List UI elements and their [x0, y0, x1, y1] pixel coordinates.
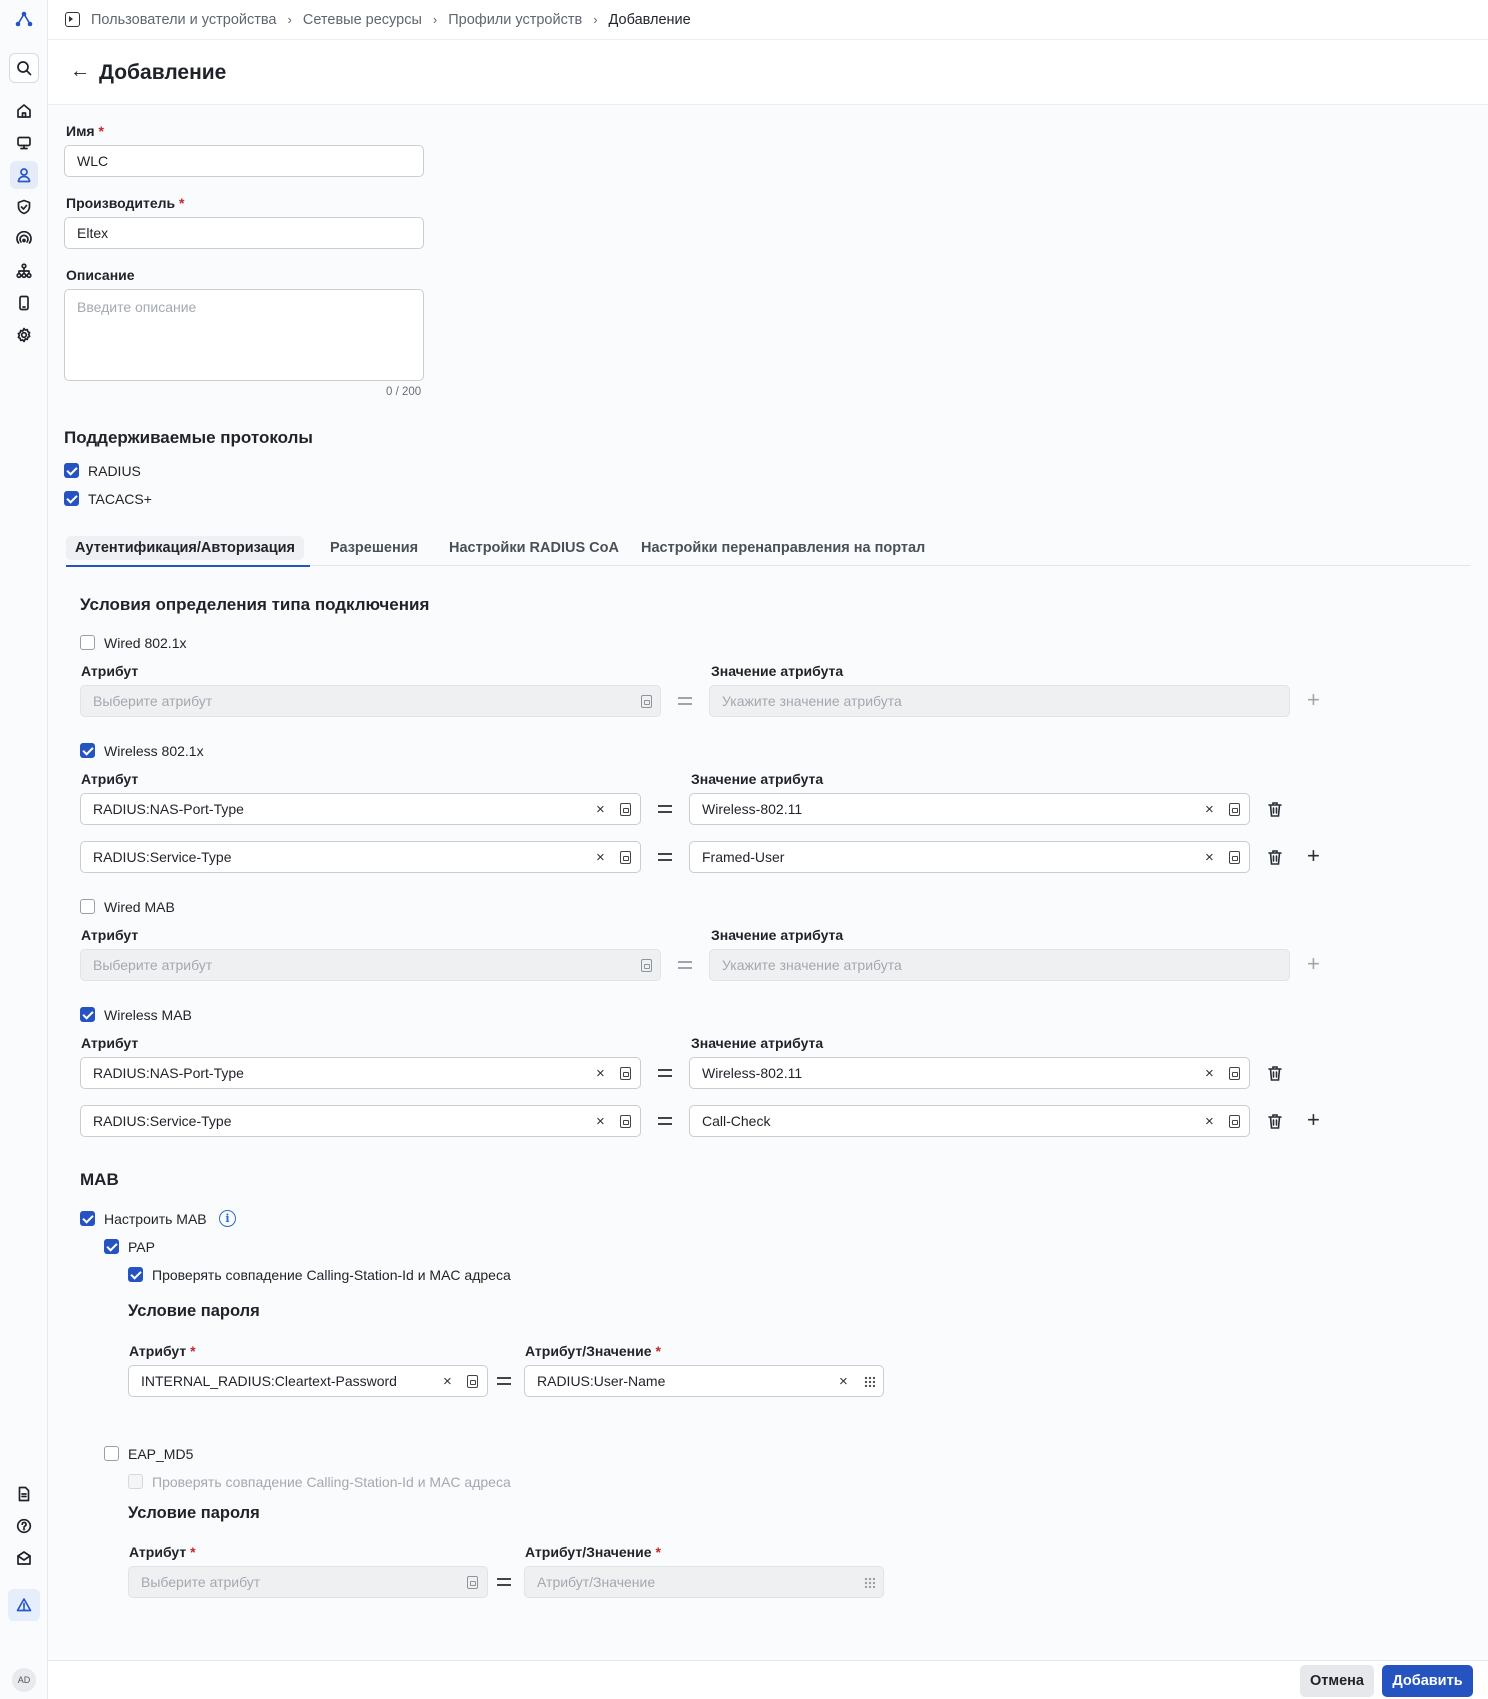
clear-icon[interactable]: ×	[596, 800, 605, 818]
breadcrumb-item-profiles[interactable]: Профили устройств	[448, 11, 583, 28]
value-input[interactable]: Wireless-802.11 ×	[689, 1057, 1250, 1089]
password-condition-heading: Условие пароля	[128, 1302, 260, 1320]
pap-check-mac-label: Проверять совпадение Calling-Station-Id и MAC адреса	[152, 1267, 511, 1283]
wireless-mab-label: Wireless MAB	[104, 1007, 192, 1023]
network-icon[interactable]	[10, 257, 38, 285]
wired-8021x-checkbox[interactable]	[80, 635, 95, 650]
attr-select[interactable]: Выберите атрибут	[80, 685, 661, 717]
breadcrumb	[48, 0, 1488, 40]
wired-mab-checkbox[interactable]	[80, 899, 95, 914]
back-arrow-icon[interactable]: ←	[70, 60, 90, 82]
trash-icon[interactable]	[1267, 1065, 1283, 1082]
attr-value-label: Атрибут/Значение *	[525, 1544, 661, 1560]
add-row-icon[interactable]: +	[1307, 843, 1320, 868]
radius-checkbox[interactable]	[64, 463, 79, 478]
user-icon[interactable]	[10, 161, 38, 189]
main-content	[48, 105, 1488, 1660]
page-header	[48, 40, 1488, 105]
value-input[interactable]: Укажите значение атрибута	[709, 949, 1290, 981]
search-icon[interactable]	[9, 53, 39, 83]
eap-check-mac-checkbox[interactable]	[128, 1474, 143, 1489]
attr-value-label: Атрибут/Значение *	[525, 1343, 661, 1359]
tab-permissions[interactable]: Разрешения	[330, 540, 419, 556]
monitor-icon[interactable]	[10, 129, 38, 157]
trash-icon[interactable]	[1267, 801, 1283, 818]
tab-bar	[66, 530, 1471, 566]
value-input[interactable]: Framed-User ×	[689, 841, 1250, 873]
equals-icon	[658, 1117, 672, 1125]
equals-icon	[678, 961, 692, 969]
eap-md5-checkbox[interactable]	[104, 1446, 119, 1461]
wired-mab-label: Wired MAB	[104, 899, 175, 915]
equals-icon	[658, 853, 672, 861]
avatar[interactable]: AD	[12, 1668, 36, 1692]
sidebar	[0, 0, 48, 1699]
attribute-picker-icon[interactable]	[467, 1375, 478, 1388]
attr-select[interactable]: RADIUS:Service-Type ×	[80, 841, 641, 873]
vendor-label: Производитель *	[66, 195, 185, 211]
attr-select[interactable]: RADIUS:NAS-Port-Type ×	[80, 793, 641, 825]
attribute-picker-icon[interactable]	[1229, 1115, 1240, 1128]
description-label: Описание	[66, 267, 135, 283]
attr-select[interactable]: RADIUS:Service-Type ×	[80, 1105, 641, 1137]
attribute-picker-icon[interactable]	[641, 695, 652, 708]
value-input[interactable]: Call-Check ×	[689, 1105, 1250, 1137]
mail-icon[interactable]	[10, 1544, 38, 1572]
add-row-icon[interactable]: +	[1307, 1107, 1320, 1132]
footer	[48, 1660, 1488, 1699]
description-textarea[interactable]: Введите описание	[64, 289, 424, 381]
clear-icon[interactable]: ×	[1205, 1112, 1214, 1130]
wireless-8021x-label: Wireless 802.1x	[104, 743, 204, 759]
device-icon[interactable]	[10, 289, 38, 317]
breadcrumb-item-users[interactable]: Пользователи и устройства	[91, 11, 277, 28]
configure-mab-label: Настроить MAB	[104, 1211, 207, 1227]
value-label: Значение атрибута	[711, 927, 844, 943]
settings-icon[interactable]	[10, 321, 38, 349]
attr-label: Атрибут	[81, 927, 139, 943]
attr-label: Атрибут	[81, 663, 139, 679]
equals-icon	[497, 1578, 511, 1586]
app-logo-icon[interactable]	[13, 10, 35, 28]
equals-icon	[658, 805, 672, 813]
wireless-8021x-checkbox[interactable]	[80, 743, 95, 758]
wireless-mab-checkbox[interactable]	[80, 1007, 95, 1022]
attr-select[interactable]: Выберите атрибут	[80, 949, 661, 981]
description-counter: 0 / 200	[386, 386, 422, 398]
attribute-picker-icon[interactable]	[467, 1576, 478, 1589]
document-icon[interactable]	[10, 1480, 38, 1508]
attribute-picker-icon[interactable]	[1229, 851, 1240, 864]
tab-radius-coa[interactable]: Настройки RADIUS CoA	[449, 540, 619, 556]
equals-icon	[658, 1069, 672, 1077]
cancel-button[interactable]: Отмена	[1300, 1665, 1374, 1697]
tab-portal-redirect[interactable]: Настройки перенаправления на портал	[641, 540, 926, 556]
eap-check-mac-label: Проверять совпадение Calling-Station-Id и MAC адреса	[152, 1474, 511, 1490]
attribute-picker-icon[interactable]	[620, 1067, 631, 1080]
attribute-picker-icon[interactable]	[1229, 1067, 1240, 1080]
configure-mab-checkbox[interactable]	[80, 1211, 95, 1226]
value-input[interactable]: Укажите значение атрибута	[709, 685, 1290, 717]
eap-value-select[interactable]: Атрибут/Значение	[524, 1566, 884, 1598]
value-input[interactable]: Wireless-802.11 ×	[689, 793, 1250, 825]
radius-label: RADIUS	[88, 463, 141, 479]
attr-label: Атрибут	[81, 1035, 139, 1051]
wireless-icon[interactable]	[10, 225, 38, 253]
page-title: Добавление	[99, 61, 227, 84]
tab-auth[interactable]: Аутентификация/Авторизация	[66, 530, 310, 566]
value-picker-icon[interactable]	[864, 1577, 875, 1588]
eap-attr-select[interactable]: Выберите атрибут	[128, 1566, 488, 1598]
pap-checkbox[interactable]	[104, 1239, 119, 1254]
attr-label: Атрибут *	[129, 1343, 196, 1359]
value-label: Значение атрибута	[711, 663, 844, 679]
home-icon[interactable]	[10, 97, 38, 125]
equals-icon	[678, 697, 692, 705]
name-field[interactable]: WLC	[64, 145, 424, 177]
sidebar-toggle-icon[interactable]	[65, 12, 80, 27]
attribute-picker-icon[interactable]	[1229, 803, 1240, 816]
clear-icon[interactable]: ×	[839, 1372, 848, 1390]
clear-icon[interactable]: ×	[1205, 848, 1214, 866]
password-condition-heading: Условие пароля	[128, 1504, 260, 1522]
tacacs-checkbox[interactable]	[64, 491, 79, 506]
attr-label: Атрибут *	[129, 1544, 196, 1560]
clear-icon[interactable]: ×	[443, 1372, 452, 1390]
add-row-icon[interactable]: +	[1307, 687, 1320, 712]
wired-8021x-label: Wired 802.1x	[104, 635, 187, 651]
pap-label: PAP	[128, 1239, 155, 1255]
name-label: Имя *	[66, 123, 104, 139]
chevron-right-icon: ›	[287, 12, 292, 27]
tacacs-label: TACACS+	[88, 491, 152, 507]
clear-icon[interactable]: ×	[596, 848, 605, 866]
trash-icon[interactable]	[1267, 1113, 1283, 1130]
value-label: Значение атрибута	[691, 771, 824, 787]
value-label: Значение атрибута	[691, 1035, 824, 1051]
shield-icon[interactable]	[10, 193, 38, 221]
attr-label: Атрибут	[81, 771, 139, 787]
attribute-picker-icon[interactable]	[620, 1115, 631, 1128]
chevron-right-icon: ›	[432, 12, 438, 27]
attribute-picker-icon[interactable]	[620, 851, 631, 864]
add-row-icon[interactable]: +	[1307, 951, 1320, 976]
clear-icon[interactable]: ×	[596, 1064, 605, 1082]
attribute-picker-icon[interactable]	[620, 803, 631, 816]
add-button[interactable]: Добавить	[1382, 1665, 1473, 1697]
value-picker-icon[interactable]	[864, 1376, 875, 1387]
clear-icon[interactable]: ×	[1205, 1064, 1214, 1082]
info-icon[interactable]: i	[219, 1210, 236, 1227]
vendor-field[interactable]: Eltex	[64, 217, 424, 249]
warning-icon[interactable]	[8, 1589, 40, 1621]
help-icon[interactable]	[10, 1512, 38, 1540]
breadcrumb-item-current: Добавление	[608, 11, 691, 28]
mab-heading: MAB	[80, 1170, 119, 1189]
attribute-picker-icon[interactable]	[641, 959, 652, 972]
equals-icon	[497, 1377, 511, 1385]
conditions-heading: Условия определения типа подключения	[80, 595, 430, 614]
pap-value-select[interactable]: RADIUS:User-Name ×	[524, 1365, 884, 1397]
clear-icon[interactable]: ×	[1205, 800, 1214, 818]
trash-icon[interactable]	[1267, 849, 1283, 866]
breadcrumb-item-network[interactable]: Сетевые ресурсы	[302, 11, 422, 28]
clear-icon[interactable]: ×	[596, 1112, 605, 1130]
pap-check-mac-checkbox[interactable]	[128, 1267, 143, 1282]
pap-attr-select[interactable]: INTERNAL_RADIUS:Cleartext-Password ×	[128, 1365, 488, 1397]
protocols-heading: Поддерживаемые протоколы	[64, 428, 313, 447]
attr-select[interactable]: RADIUS:NAS-Port-Type ×	[80, 1057, 641, 1089]
eap-md5-label: EAP_MD5	[128, 1446, 194, 1462]
chevron-right-icon: ›	[593, 12, 598, 27]
